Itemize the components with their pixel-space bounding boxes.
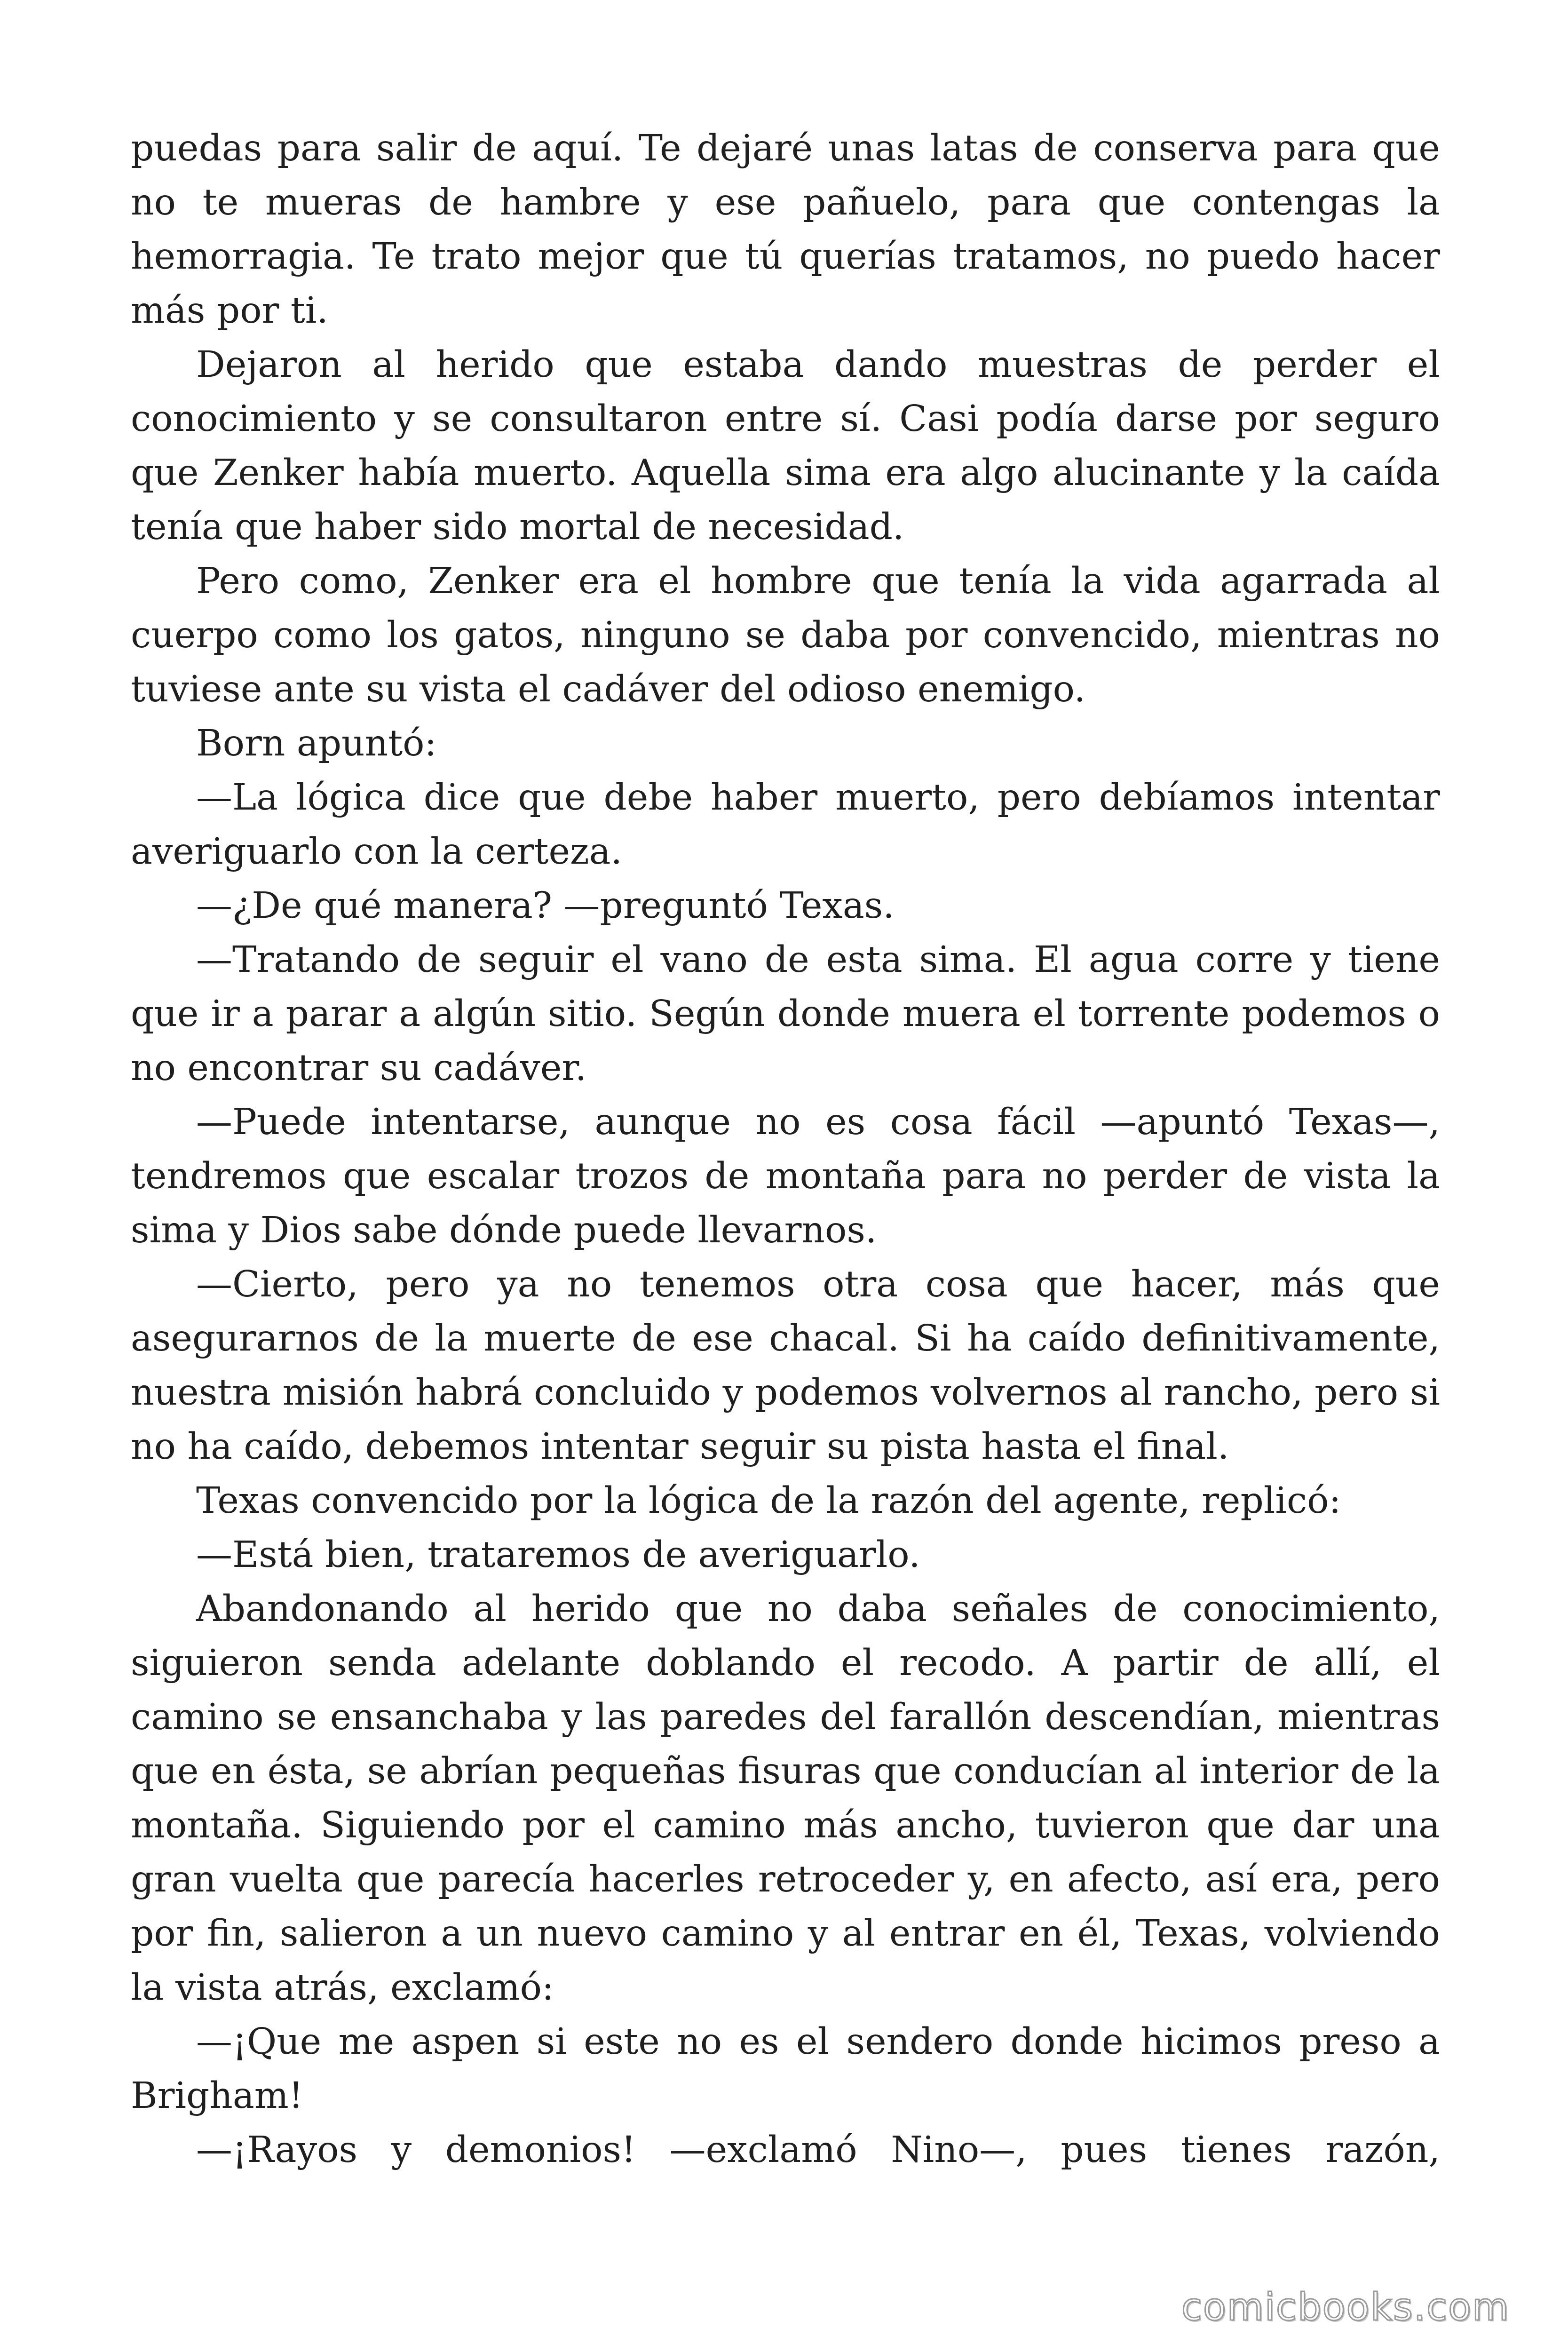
paragraph-2: Dejaron al herido que estaba dando muestras de perder el conocimiento y se consultaron entre sí. Casi podía darse por seguro que Zenker había muerto. Aquella sima era algo alucinante y la caída tenía que haber sido mortal de necesidad. [131, 344, 1440, 548]
paragraph-4: Born apuntó: [196, 723, 437, 764]
paragraph-11: —Está bien, trataremos de averiguarlo. [196, 1534, 920, 1576]
paragraph-1: puedas para salir de aquí. Te dejaré unas latas de conserva para que no te mueras de hambre y ese pañuelo, para que contengas la hemorragia. Te trato mejor que tú querías tratamos, no puedo hacer más por ti. [131, 127, 1440, 332]
paragraph-10: Texas convencido por la lógica de la razón del agente, replicó: [196, 1480, 1341, 1522]
page-text [131, 121, 1440, 2177]
paragraph-13: —¡Que me aspen si este no es el sendero donde hicimos preso a Brigham! [131, 2021, 1440, 2117]
paragraph-12: Abandonando al herido que no daba señales de conocimiento, siguieron senda adelante doblando el recodo. A partir de allí, el camino se ensanchaba y las paredes del farallón descendían, mientras que en ésta, se abrían pequeñas fisuras que conducían al interior de la montaña. Siguiendo por el camino más ancho, tuvieron que dar una gran vuelta que parecía hacerles retroceder y, en afecto, así era, pero por fin, salieron a un nuevo camino y al entrar en él, Texas, volviendo la vista atrás, exclamó: [131, 1588, 1440, 2009]
paragraph-7: —Tratando de seguir el vano de esta sima. El agua corre y tiene que ir a parar a algún sitio. Según donde muera el torrente podemos o no encontrar su cadáver. [131, 939, 1440, 1089]
paragraph-6: —¿De qué manera? —preguntó Texas. [196, 885, 895, 927]
paragraph-5: —La lógica dice que debe haber muerto, pero debíamos intentar averiguarlo con la certeza. [131, 777, 1440, 873]
paragraph-14: —¡Rayos y demonios! —exclamó Nino—, pues tienes razón, [196, 2129, 1440, 2171]
paragraph-9: —Cierto, pero ya no tenemos otra cosa que hacer, más que asegurarnos de la muerte de ese chacal. Si ha caído definitivamente, nuestra misión habrá concluido y podemos volvernos al rancho, pero si no ha caído, debemos intentar seguir su pista hasta el final. [131, 1263, 1440, 1468]
watermark: comicbooks.com [1181, 2285, 1510, 2329]
paragraph-8: —Puede intentarse, aunque no es cosa fácil —apuntó Texas—, tendremos que escalar trozos de montaña para no perder de vista la sima y Dios sabe dónde puede llevarnos. [131, 1101, 1440, 1251]
paragraph-3: Pero como, Zenker era el hombre que tenía la vida agarrada al cuerpo como los gatos, ninguno se daba por convencido, mientras no tuviese ante su vista el cadáver del odioso enemigo. [131, 560, 1440, 710]
